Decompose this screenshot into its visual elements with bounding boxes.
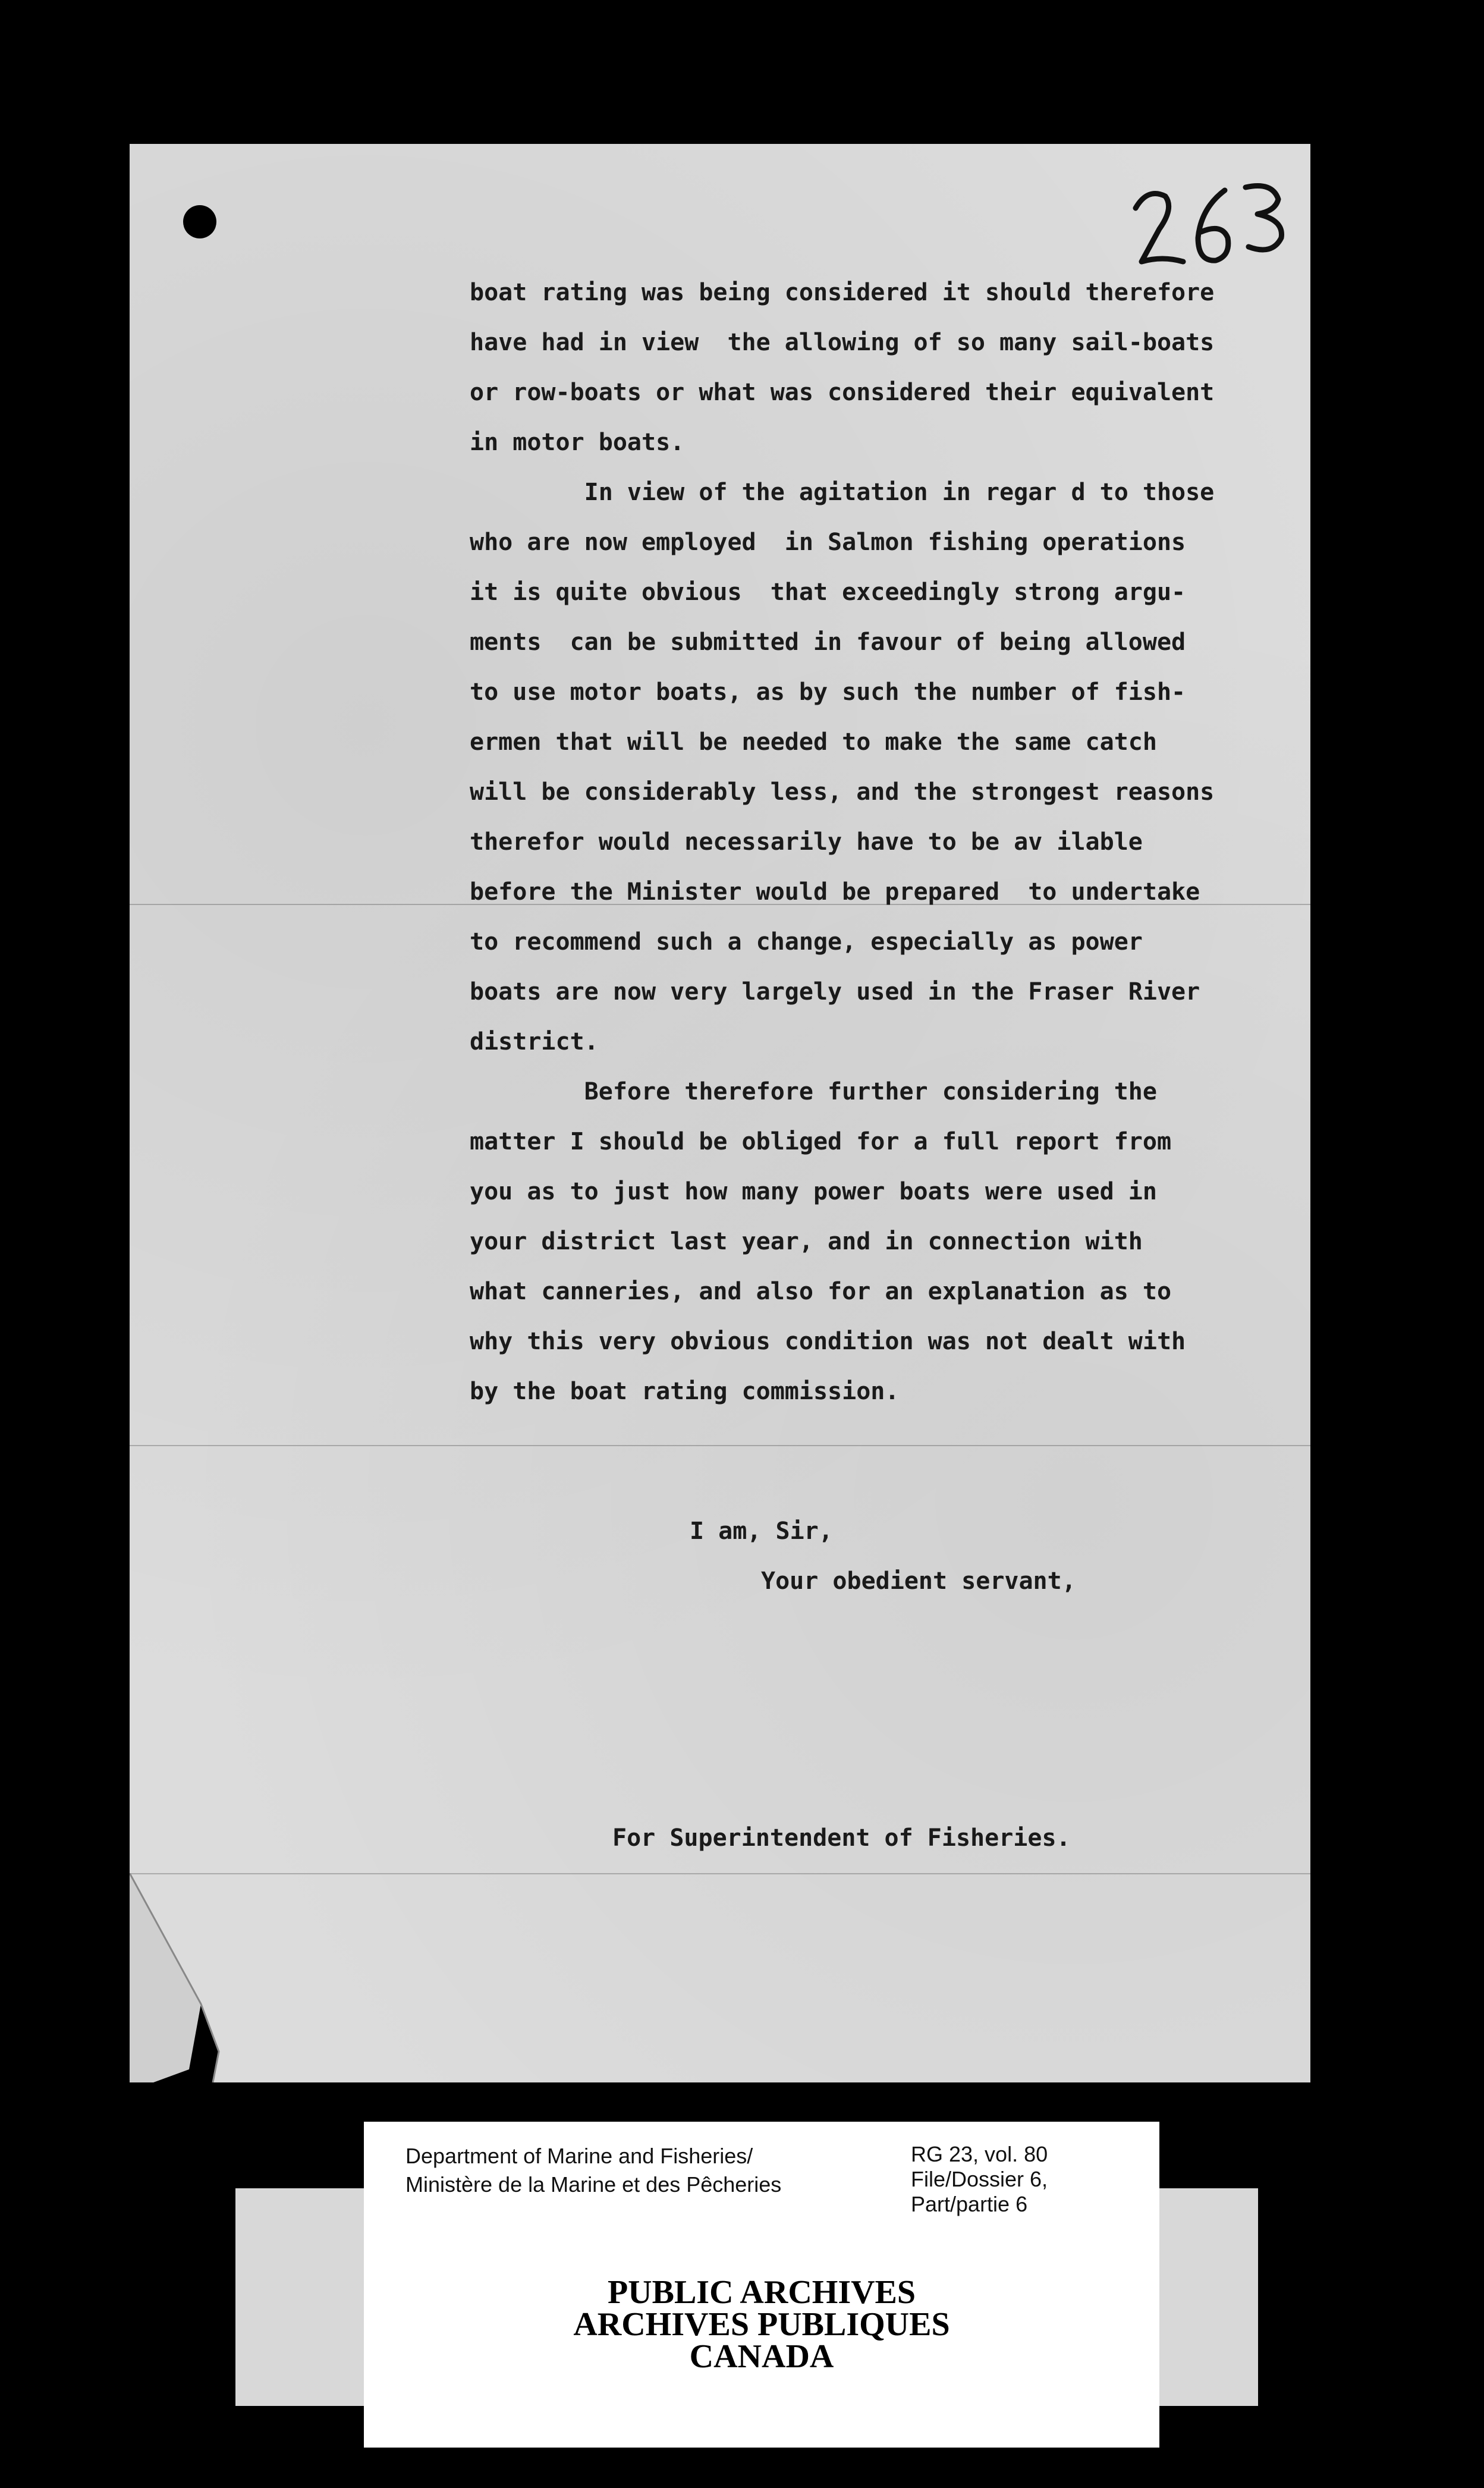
stamp-line: ARCHIVES PUBLIQUES bbox=[573, 2306, 950, 2343]
letter-line: boat rating was being considered it should therefore bbox=[470, 279, 1215, 306]
letter-line: to recommend such a change, especially as power bbox=[470, 928, 1143, 956]
letter-line: in motor boats. bbox=[470, 429, 685, 456]
letter-line: what canneries, and also for an explanation as to bbox=[470, 1278, 1172, 1305]
stamp-line: CANADA bbox=[689, 2338, 834, 2375]
letter-line: your district last year, and in connection with bbox=[470, 1228, 1143, 1255]
letter-line: you as to just how many power boats were used in bbox=[470, 1178, 1157, 1205]
fold-line bbox=[130, 1873, 1310, 1874]
department-name bbox=[405, 2142, 781, 2199]
stamp-line: PUBLIC ARCHIVES bbox=[607, 2274, 916, 2311]
department-line: Ministère de la Marine et des Pêcheries bbox=[405, 2172, 782, 2197]
letter-line: why this very obvious condition was not dealt with bbox=[470, 1328, 1186, 1355]
letter-line: boats are now very largely used in the Fraser River bbox=[470, 978, 1200, 1006]
letter-line: ermen that will be needed to make the same catch bbox=[470, 728, 1157, 756]
letter-line: will be considerably less, and the strongest reasons bbox=[470, 778, 1215, 806]
letter-body bbox=[470, 268, 1314, 1416]
salutation-close: I am, Sir, bbox=[690, 1518, 833, 1545]
letter-line: or row-boats or what was considered their equivalent bbox=[470, 379, 1215, 406]
fold-line bbox=[130, 1445, 1310, 1446]
letter-line: matter I should be obliged for a full report from bbox=[470, 1128, 1172, 1155]
complimentary-close: Your obedient servant, bbox=[761, 1567, 1076, 1595]
letter-line: to use motor boats, as by such the number of fish- bbox=[470, 678, 1186, 706]
public-archives-stamp bbox=[364, 2273, 1159, 2406]
department-line: Department of Marine and Fisheries/ bbox=[405, 2144, 753, 2168]
signature-line: For Superintendent of Fisheries. bbox=[612, 1824, 1071, 1852]
record-reference bbox=[911, 2142, 1048, 2217]
letter-line: by the boat rating commission. bbox=[470, 1378, 900, 1405]
letter-line: have had in view the allowing of so many sail-boats bbox=[470, 329, 1215, 356]
label-bottom-margin bbox=[364, 2406, 1159, 2448]
reference-line: File/Dossier 6, bbox=[911, 2167, 1048, 2191]
folded-corner bbox=[130, 1873, 225, 2082]
handwritten-page-number bbox=[1130, 172, 1296, 279]
letter-line: ments can be submitted in favour of being allowed bbox=[470, 629, 1186, 656]
reference-line: RG 23, vol. 80 bbox=[911, 2142, 1048, 2166]
letter-line: it is quite obvious that exceedingly strong argu- bbox=[470, 579, 1186, 606]
letter-line: district. bbox=[470, 1028, 599, 1055]
reference-line: Part/partie 6 bbox=[911, 2192, 1028, 2216]
punch-hole bbox=[183, 205, 216, 238]
letter-line: Before therefore further considering the bbox=[470, 1078, 1157, 1105]
letter-line: In view of the agitation in regar d to those bbox=[470, 479, 1215, 506]
letter-line: before the Minister would be prepared to undertake bbox=[470, 878, 1200, 906]
archive-reference-label bbox=[364, 2122, 1159, 2273]
letter-line: who are now employed in Salmon fishing operations bbox=[470, 529, 1186, 556]
letter-line: therefor would necessarily have to be av ilable bbox=[470, 828, 1143, 856]
